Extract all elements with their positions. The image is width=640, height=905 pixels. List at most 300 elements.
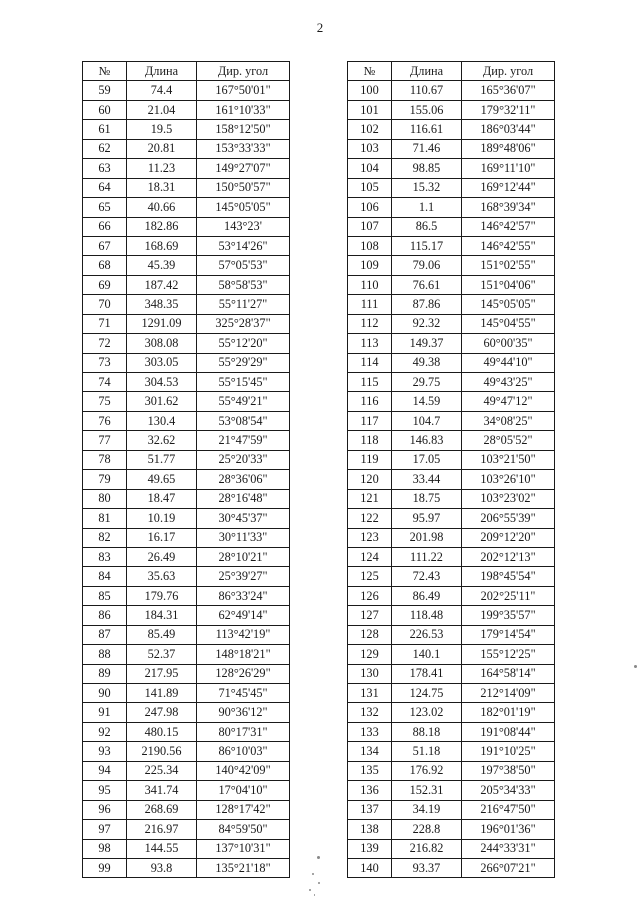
row-angle: 216°47'50": [462, 800, 555, 819]
row-number: 110: [348, 275, 392, 294]
row-angle: 86°33'24": [197, 586, 290, 605]
row-angle: 137°10'31": [197, 839, 290, 858]
header-angle: Дир. угол: [197, 62, 290, 81]
table-row: [83, 392, 290, 411]
table-row: [348, 392, 555, 411]
table-row: [83, 334, 290, 353]
row-number: 107: [348, 217, 392, 236]
table-row: [348, 509, 555, 528]
table-row: [83, 800, 290, 819]
row-angle: 55°12'20": [197, 334, 290, 353]
row-length: 20.81: [127, 139, 197, 158]
row-angle: 169°12'44": [462, 178, 555, 197]
table-row: [348, 645, 555, 664]
row-number: 61: [83, 120, 127, 139]
table-row: [83, 373, 290, 392]
row-angle: 146°42'55": [462, 236, 555, 255]
table-row: [348, 684, 555, 703]
row-number: 73: [83, 353, 127, 372]
row-angle: 135°21'18": [197, 858, 290, 877]
table-row: [348, 334, 555, 353]
row-number: 109: [348, 256, 392, 275]
table-row: [83, 314, 290, 333]
table-row: [348, 139, 555, 158]
row-number: 94: [83, 761, 127, 780]
row-number: 137: [348, 800, 392, 819]
table-row: [83, 139, 290, 158]
table-row: [348, 606, 555, 625]
row-length: 179.76: [127, 586, 197, 605]
row-number: 102: [348, 120, 392, 139]
row-angle: 189°48'06": [462, 139, 555, 158]
table-row: [348, 800, 555, 819]
row-number: 105: [348, 178, 392, 197]
row-angle: 197°38'50": [462, 761, 555, 780]
row-number: 75: [83, 392, 127, 411]
row-angle: 103°21'50": [462, 450, 555, 469]
row-length: 74.4: [127, 81, 197, 100]
row-angle: 186°03'44": [462, 120, 555, 139]
row-length: 79.06: [392, 256, 462, 275]
scan-speck: [312, 873, 314, 875]
row-length: 71.46: [392, 139, 462, 158]
row-length: 217.95: [127, 664, 197, 683]
row-number: 85: [83, 586, 127, 605]
row-angle: 60°00'35": [462, 334, 555, 353]
row-length: 155.06: [392, 100, 462, 119]
table-row: [83, 217, 290, 236]
scan-speck: [318, 882, 320, 884]
row-angle: 164°58'14": [462, 664, 555, 683]
row-angle: 145°04'55": [462, 314, 555, 333]
header-angle: Дир. угол: [462, 62, 555, 81]
row-number: 76: [83, 411, 127, 430]
table-row: [83, 275, 290, 294]
table-row: [348, 81, 555, 100]
table-row: [83, 411, 290, 430]
row-length: 168.69: [127, 236, 197, 255]
row-length: 141.89: [127, 684, 197, 703]
table-row: [83, 450, 290, 469]
row-length: 21.04: [127, 100, 197, 119]
table-row: [83, 742, 290, 761]
row-angle: 182°01'19": [462, 703, 555, 722]
table-row: [348, 411, 555, 430]
row-angle: 113°42'19": [197, 625, 290, 644]
row-length: 86.49: [392, 586, 462, 605]
row-angle: 49°43'25": [462, 373, 555, 392]
table-row: [348, 314, 555, 333]
row-angle: 198°45'54": [462, 567, 555, 586]
row-angle: 266°07'21": [462, 858, 555, 877]
row-number: 74: [83, 373, 127, 392]
row-length: 85.49: [127, 625, 197, 644]
scan-speck: [309, 889, 311, 891]
row-angle: 128°17'42": [197, 800, 290, 819]
row-angle: 212°14'09": [462, 684, 555, 703]
table-row: [348, 100, 555, 119]
table-row: [83, 81, 290, 100]
row-length: 115.17: [392, 236, 462, 255]
row-angle: 161°10'33": [197, 100, 290, 119]
row-angle: 80°17'31": [197, 722, 290, 741]
row-number: 98: [83, 839, 127, 858]
row-number: 95: [83, 781, 127, 800]
row-length: 29.75: [392, 373, 462, 392]
row-angle: 103°23'02": [462, 489, 555, 508]
row-length: 18.31: [127, 178, 197, 197]
row-angle: 53°14'26": [197, 236, 290, 255]
row-length: 308.08: [127, 334, 197, 353]
row-number: 126: [348, 586, 392, 605]
row-length: 304.53: [127, 373, 197, 392]
row-length: 216.97: [127, 820, 197, 839]
row-number: 135: [348, 761, 392, 780]
row-length: 15.32: [392, 178, 462, 197]
row-number: 111: [348, 295, 392, 314]
row-number: 120: [348, 470, 392, 489]
row-length: 18.75: [392, 489, 462, 508]
boundary-table-right: [347, 61, 555, 878]
table-row: [83, 489, 290, 508]
row-length: 187.42: [127, 275, 197, 294]
scan-speck: [317, 856, 320, 859]
row-length: 480.15: [127, 722, 197, 741]
row-number: 140: [348, 858, 392, 877]
row-angle: 191°10'25": [462, 742, 555, 761]
row-number: 66: [83, 217, 127, 236]
row-length: 116.61: [392, 120, 462, 139]
table-header-row: [348, 62, 555, 81]
row-number: 133: [348, 722, 392, 741]
row-length: 225.34: [127, 761, 197, 780]
row-length: 88.18: [392, 722, 462, 741]
row-length: 110.67: [392, 81, 462, 100]
table-row: [83, 781, 290, 800]
table-row: [83, 703, 290, 722]
row-angle: 55°29'29": [197, 353, 290, 372]
row-length: 51.18: [392, 742, 462, 761]
row-number: 90: [83, 684, 127, 703]
row-number: 103: [348, 139, 392, 158]
table-row: [348, 528, 555, 547]
table-row: [83, 178, 290, 197]
table-row: [83, 295, 290, 314]
row-length: 301.62: [127, 392, 197, 411]
table-row: [83, 645, 290, 664]
row-number: 65: [83, 198, 127, 217]
row-angle: 30°11'33": [197, 528, 290, 547]
row-number: 131: [348, 684, 392, 703]
table-row: [348, 450, 555, 469]
table-row: [348, 198, 555, 217]
row-number: 63: [83, 159, 127, 178]
row-angle: 84°59'50": [197, 820, 290, 839]
header-number: №: [348, 62, 392, 81]
table-row: [83, 528, 290, 547]
row-length: 216.82: [392, 839, 462, 858]
table-row: [83, 353, 290, 372]
table-row: [348, 820, 555, 839]
row-length: 111.22: [392, 547, 462, 566]
table-row: [348, 567, 555, 586]
row-number: 60: [83, 100, 127, 119]
row-number: 118: [348, 431, 392, 450]
row-number: 67: [83, 236, 127, 255]
row-number: 77: [83, 431, 127, 450]
row-angle: 62°49'14": [197, 606, 290, 625]
row-number: 130: [348, 664, 392, 683]
row-length: 268.69: [127, 800, 197, 819]
table-row: [348, 761, 555, 780]
row-number: 136: [348, 781, 392, 800]
table-row: [348, 275, 555, 294]
row-angle: 179°14'54": [462, 625, 555, 644]
table-row: [348, 120, 555, 139]
row-angle: 325°28'37": [197, 314, 290, 333]
row-number: 81: [83, 509, 127, 528]
row-angle: 90°36'12": [197, 703, 290, 722]
row-length: 87.86: [392, 295, 462, 314]
row-angle: 34°08'25": [462, 411, 555, 430]
row-angle: 150°50'57": [197, 178, 290, 197]
row-length: 184.31: [127, 606, 197, 625]
row-angle: 28°05'52": [462, 431, 555, 450]
row-angle: 199°35'57": [462, 606, 555, 625]
table-row: [348, 858, 555, 877]
table-row: [348, 256, 555, 275]
row-length: 76.61: [392, 275, 462, 294]
row-angle: 202°25'11": [462, 586, 555, 605]
row-number: 59: [83, 81, 127, 100]
table-row: [83, 100, 290, 119]
row-angle: 57°05'53": [197, 256, 290, 275]
row-angle: 191°08'44": [462, 722, 555, 741]
row-length: 14.59: [392, 392, 462, 411]
table-row: [348, 431, 555, 450]
table-row: [348, 353, 555, 372]
row-length: 140.1: [392, 645, 462, 664]
row-length: 303.05: [127, 353, 197, 372]
row-angle: 49°47'12": [462, 392, 555, 411]
row-number: 113: [348, 334, 392, 353]
header-length: Длина: [392, 62, 462, 81]
row-number: 106: [348, 198, 392, 217]
row-angle: 28°16'48": [197, 489, 290, 508]
row-number: 115: [348, 373, 392, 392]
row-number: 101: [348, 100, 392, 119]
row-angle: 151°02'55": [462, 256, 555, 275]
row-angle: 53°08'54": [197, 411, 290, 430]
boundary-table-left: [82, 61, 290, 878]
row-number: 64: [83, 178, 127, 197]
row-length: 34.19: [392, 800, 462, 819]
row-length: 118.48: [392, 606, 462, 625]
table-row: [348, 470, 555, 489]
row-length: 348.35: [127, 295, 197, 314]
row-number: 88: [83, 645, 127, 664]
row-angle: 128°26'29": [197, 664, 290, 683]
row-length: 19.5: [127, 120, 197, 139]
row-number: 97: [83, 820, 127, 839]
row-angle: 28°36'06": [197, 470, 290, 489]
row-number: 123: [348, 528, 392, 547]
row-number: 84: [83, 567, 127, 586]
row-number: 125: [348, 567, 392, 586]
row-angle: 145°05'05": [197, 198, 290, 217]
row-length: 92.32: [392, 314, 462, 333]
row-angle: 30°45'37": [197, 509, 290, 528]
header-length: Длина: [127, 62, 197, 81]
row-length: 228.8: [392, 820, 462, 839]
row-number: 134: [348, 742, 392, 761]
row-angle: 58°58'53": [197, 275, 290, 294]
table-row: [83, 858, 290, 877]
row-angle: 21°47'59": [197, 431, 290, 450]
table-row: [83, 839, 290, 858]
row-angle: 55°49'21": [197, 392, 290, 411]
row-number: 114: [348, 353, 392, 372]
row-angle: 25°39'27": [197, 567, 290, 586]
row-angle: 179°32'11": [462, 100, 555, 119]
row-length: 93.37: [392, 858, 462, 877]
row-length: 341.74: [127, 781, 197, 800]
row-number: 70: [83, 295, 127, 314]
row-angle: 151°04'06": [462, 275, 555, 294]
row-length: 104.7: [392, 411, 462, 430]
row-angle: 146°42'57": [462, 217, 555, 236]
row-number: 87: [83, 625, 127, 644]
row-number: 116: [348, 392, 392, 411]
table-row: [83, 664, 290, 683]
row-number: 119: [348, 450, 392, 469]
row-angle: 209°12'20": [462, 528, 555, 547]
table-row: [348, 489, 555, 508]
row-angle: 153°33'33": [197, 139, 290, 158]
row-number: 108: [348, 236, 392, 255]
row-number: 104: [348, 159, 392, 178]
row-angle: 28°10'21": [197, 547, 290, 566]
table-row: [83, 684, 290, 703]
row-length: 149.37: [392, 334, 462, 353]
table-row: [83, 625, 290, 644]
table-row: [348, 742, 555, 761]
row-angle: 168°39'34": [462, 198, 555, 217]
table-row: [348, 159, 555, 178]
row-number: 138: [348, 820, 392, 839]
table-row: [83, 236, 290, 255]
row-number: 82: [83, 528, 127, 547]
row-number: 100: [348, 81, 392, 100]
row-angle: 155°12'25": [462, 645, 555, 664]
row-angle: 17°04'10": [197, 781, 290, 800]
row-number: 99: [83, 858, 127, 877]
row-angle: 165°36'07": [462, 81, 555, 100]
table-row: [83, 470, 290, 489]
row-length: 182.86: [127, 217, 197, 236]
row-length: 18.47: [127, 489, 197, 508]
row-length: 124.75: [392, 684, 462, 703]
row-number: 89: [83, 664, 127, 683]
table-row: [348, 664, 555, 683]
row-length: 146.83: [392, 431, 462, 450]
row-length: 52.37: [127, 645, 197, 664]
row-number: 86: [83, 606, 127, 625]
table-row: [83, 586, 290, 605]
header-number: №: [83, 62, 127, 81]
table-row: [348, 217, 555, 236]
row-number: 62: [83, 139, 127, 158]
row-angle: 206°55'39": [462, 509, 555, 528]
row-length: 226.53: [392, 625, 462, 644]
row-angle: 158°12'50": [197, 120, 290, 139]
table-row: [348, 703, 555, 722]
table-row: [83, 761, 290, 780]
table-row: [348, 781, 555, 800]
table-row: [83, 567, 290, 586]
row-number: 83: [83, 547, 127, 566]
row-length: 40.66: [127, 198, 197, 217]
table-row: [348, 547, 555, 566]
scan-speck: [634, 665, 637, 668]
row-length: 33.44: [392, 470, 462, 489]
row-number: 93: [83, 742, 127, 761]
row-length: 130.4: [127, 411, 197, 430]
row-number: 72: [83, 334, 127, 353]
row-angle: 25°20'33": [197, 450, 290, 469]
row-length: 72.43: [392, 567, 462, 586]
table-row: [83, 120, 290, 139]
row-angle: 148°18'21": [197, 645, 290, 664]
table-row: [348, 373, 555, 392]
table-row: [83, 606, 290, 625]
scan-speck: [314, 894, 315, 896]
row-length: 86.5: [392, 217, 462, 236]
row-number: 79: [83, 470, 127, 489]
row-number: 122: [348, 509, 392, 528]
row-angle: 55°15'45": [197, 373, 290, 392]
table-row: [83, 509, 290, 528]
row-angle: 149°27'07": [197, 159, 290, 178]
row-angle: 167°50'01": [197, 81, 290, 100]
table-row: [83, 431, 290, 450]
row-number: 129: [348, 645, 392, 664]
row-length: 16.17: [127, 528, 197, 547]
table-row: [83, 547, 290, 566]
row-length: 49.38: [392, 353, 462, 372]
table-row: [348, 625, 555, 644]
row-length: 2190.56: [127, 742, 197, 761]
row-angle: 49°44'10": [462, 353, 555, 372]
row-angle: 71°45'45": [197, 684, 290, 703]
row-length: 247.98: [127, 703, 197, 722]
row-angle: 86°10'03": [197, 742, 290, 761]
row-angle: 55°11'27": [197, 295, 290, 314]
row-length: 10.19: [127, 509, 197, 528]
table-row: [348, 586, 555, 605]
row-angle: 202°12'13": [462, 547, 555, 566]
row-number: 127: [348, 606, 392, 625]
row-length: 95.97: [392, 509, 462, 528]
row-angle: 140°42'09": [197, 761, 290, 780]
row-length: 93.8: [127, 858, 197, 877]
row-length: 178.41: [392, 664, 462, 683]
table-row: [83, 722, 290, 741]
row-length: 32.62: [127, 431, 197, 450]
row-angle: 205°34'33": [462, 781, 555, 800]
row-length: 49.65: [127, 470, 197, 489]
row-number: 112: [348, 314, 392, 333]
